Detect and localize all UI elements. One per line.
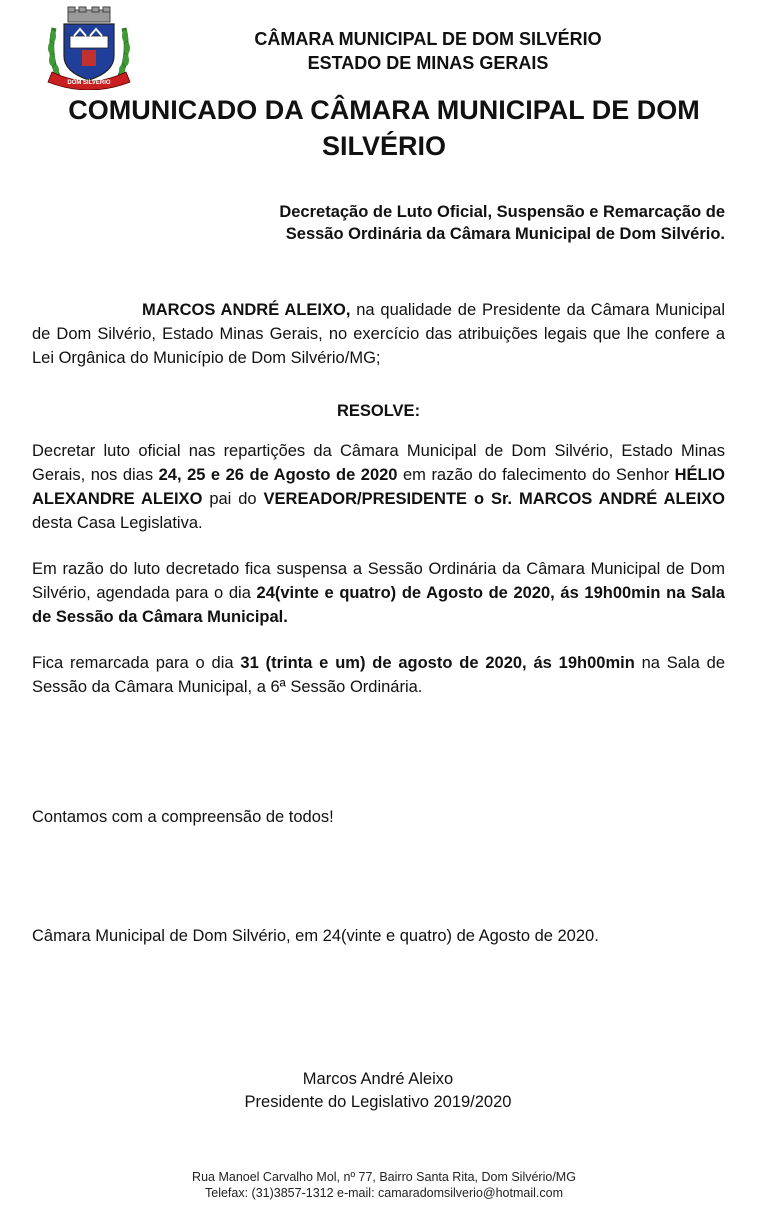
footer-address: Rua Manoel Carvalho Mol, nº 77, Bairro Santa Rita, Dom Silvério/MG bbox=[192, 1170, 576, 1184]
header-chamber-name: CÂMARA MUNICIPAL DE DOM SILVÉRIO bbox=[254, 29, 602, 49]
deceased-name: HÉLIO ALEXANDRE ALEIXO bbox=[32, 466, 726, 508]
president-title: VEREADOR/PRESIDENTE o Sr. MARCOS ANDRÉ ALEIXO bbox=[263, 490, 725, 508]
mourning-text-1: Decretar luto oficial nas repartições da Câmara Municipal de Dom Silvério, Estado Minas Gerais, nos dias bbox=[32, 442, 725, 484]
suspension-text: Em razão do luto decretado fica suspensa a Sessão Ordinária da Câmara Municipal de Dom Silvério, agendada para o dia bbox=[32, 560, 725, 602]
document-subject: Decretação de Luto Oficial, Suspensão e Remarcação de Sessão Ordinária da Câmara Municipal de Dom Silvério. bbox=[279, 203, 725, 243]
suspension-paragraph bbox=[32, 557, 725, 629]
closing-sentence: Contamos com a compreensão de todos! bbox=[32, 808, 334, 826]
mourning-text-3: pai do bbox=[202, 490, 264, 508]
header-state-name: ESTADO DE MINAS GERAIS bbox=[307, 53, 549, 73]
mourning-text-2: em razão do falecimento do Senhor bbox=[397, 466, 675, 484]
reschedule-text-1: Fica remarcada para o dia bbox=[32, 654, 241, 672]
suspended-session-date: 24(vinte e quatro) de Agosto de 2020, ás 19h00min na Sala de Sessão da Câmara Municipal. bbox=[32, 584, 725, 626]
mourning-dates: 24, 25 e 26 de Agosto de 2020 bbox=[158, 466, 398, 484]
reschedule-text-2: na Sala de Sessão da Câmara Municipal, a 6ª Sessão Ordinária. bbox=[32, 654, 726, 696]
place-and-date: Câmara Municipal de Dom Silvério, em 24(vinte e quatro) de Agosto de 2020. bbox=[32, 927, 599, 945]
mourning-paragraph bbox=[32, 439, 725, 535]
signatory-role: Presidente do Legislativo 2019/2020 bbox=[244, 1093, 512, 1111]
new-session-date: 31 (trinta e um) de agosto de 2020, ás 19h00min bbox=[240, 654, 635, 672]
signatory-name: Marcos André Aleixo bbox=[302, 1070, 454, 1088]
document-title: COMUNICADO DA CÂMARA MUNICIPAL DE DOM SILVÉRIO bbox=[68, 95, 700, 161]
mourning-text-4: desta Casa Legislativa. bbox=[32, 514, 203, 532]
intro-paragraph bbox=[32, 298, 725, 370]
crest-banner-text: DOM SILVÉRIO bbox=[67, 80, 111, 86]
municipal-coat-of-arms-icon bbox=[44, 6, 134, 90]
reschedule-paragraph bbox=[32, 651, 725, 699]
president-name: MARCOS ANDRÉ ALEIXO, bbox=[142, 301, 351, 319]
footer-contact: Telefax: (31)3857-1312 e-mail: camaradomsilverio@hotmail.com bbox=[205, 1186, 563, 1200]
resolve-heading: RESOLVE: bbox=[336, 402, 421, 420]
intro-text: na qualidade de Presidente da Câmara Municipal de Dom Silvério, Estado Minas Gerais, no exercício das atribuições legais que lhe confere a Lei Orgânica do Município de Dom Silvério/MG; bbox=[32, 301, 726, 367]
